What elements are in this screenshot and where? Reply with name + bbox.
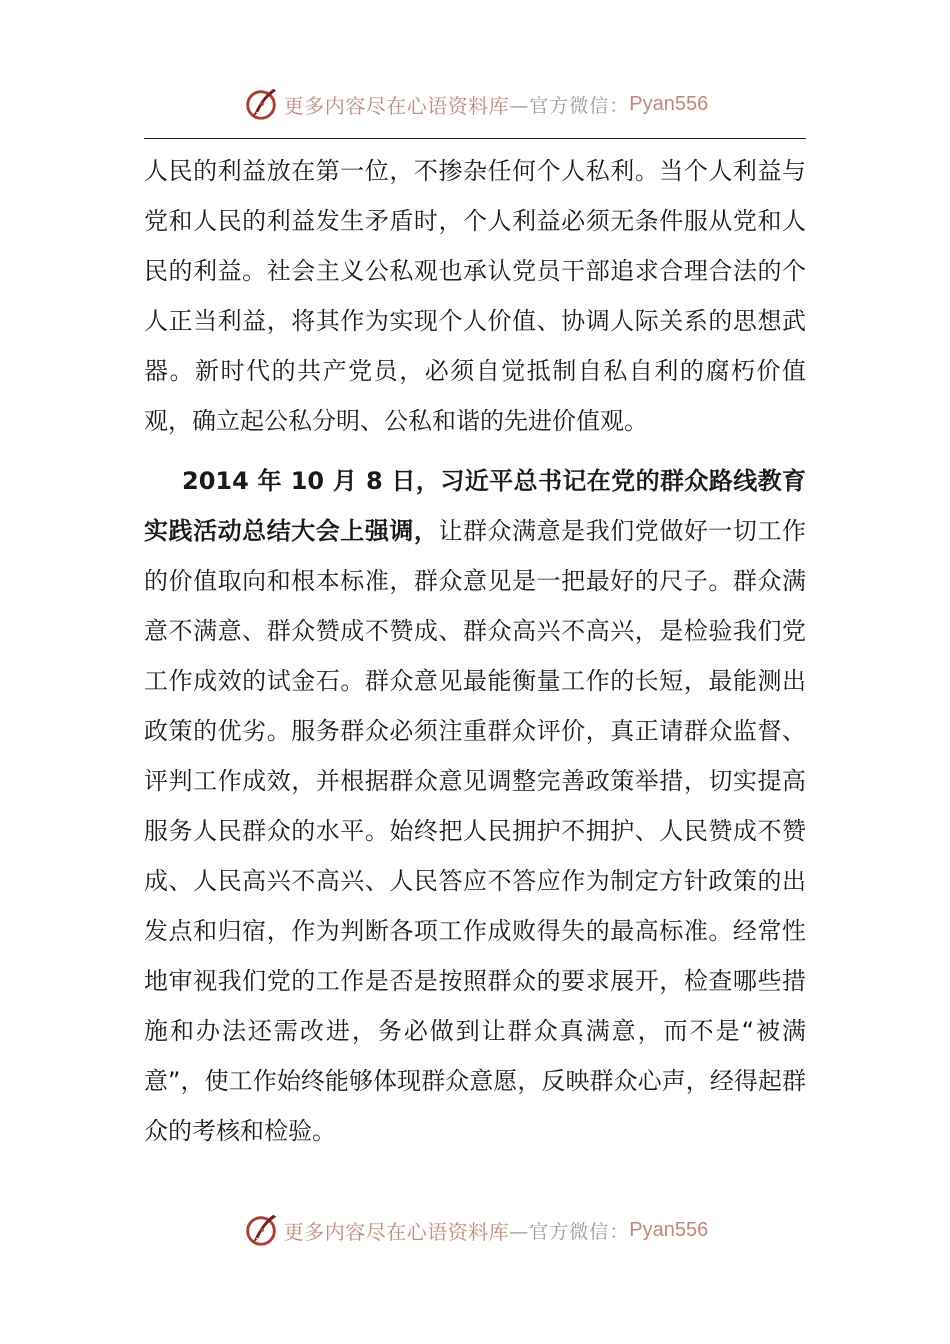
document-body	[144, 146, 806, 1156]
footer-wechat-id: Pyan556	[629, 1218, 709, 1241]
header-banner	[0, 84, 950, 124]
footer-banner	[0, 1210, 950, 1250]
paragraph-2	[144, 456, 806, 1156]
header-wechat-id: Pyan556	[629, 92, 709, 115]
header-site-text: 更多内容尽在心语资料库	[283, 93, 510, 118]
header-contact-text: —官方微信：	[509, 94, 630, 117]
quill-logo-icon	[242, 85, 280, 123]
footer-site-text: 更多内容尽在心语资料库	[283, 1219, 510, 1244]
footer-contact-text: —官方微信：	[509, 1220, 630, 1243]
header-divider	[144, 138, 806, 139]
paragraph-2-body: 让群众满意是我们党做好一切工作的价值取向和根本标准，群众意见是一把最好的尺子。群众满意不满意、群众赞成不赞成、群众高兴不高兴，是检验我们党工作成效的试金石。群众意见最能衡量工作的长短，最能测出政策的优劣。服务群众必须注重群众评价，真正请群众监督、评判工作成效，并根据群众意见调整完善政策举措，切实提高服务人民群众的水平。始终把人民拥护不拥护、人民赞成不赞成、人民高兴不高兴、人民答应不答应作为制定方针政策的出发点和归宿，作为判断各项工作成败得失的最高标准。经常性地审视我们党的工作是否是按照群众的要求展开，检查哪些措施和办法还需改进，务必做到让群众真满意，而不是“被满意”，使工作始终能够体现群众意愿，反映群众心声，经得起群众的考核和检验。	[144, 517, 807, 1145]
quill-logo-icon	[242, 1211, 280, 1249]
paragraph-2-lead: 2014 年 10 月 8 日，习近平总书记在党的群众路线教育实践活动总结大会上强调，	[144, 467, 806, 545]
paragraph-1: 人民的利益放在第一位，不掺杂任何个人私利。当个人利益与党和人民的利益发生矛盾时，个人利益必须无条件服从党和人民的利益。社会主义公私观也承认党员干部追求合理合法的个人正当利益，将其作为实现个人价值、协调人际关系的思想武器。新时代的共产党员，必须自觉抵制自私自利的腐朽价值观，确立起公私分明、公私和谐的先进价值观。	[144, 157, 806, 435]
